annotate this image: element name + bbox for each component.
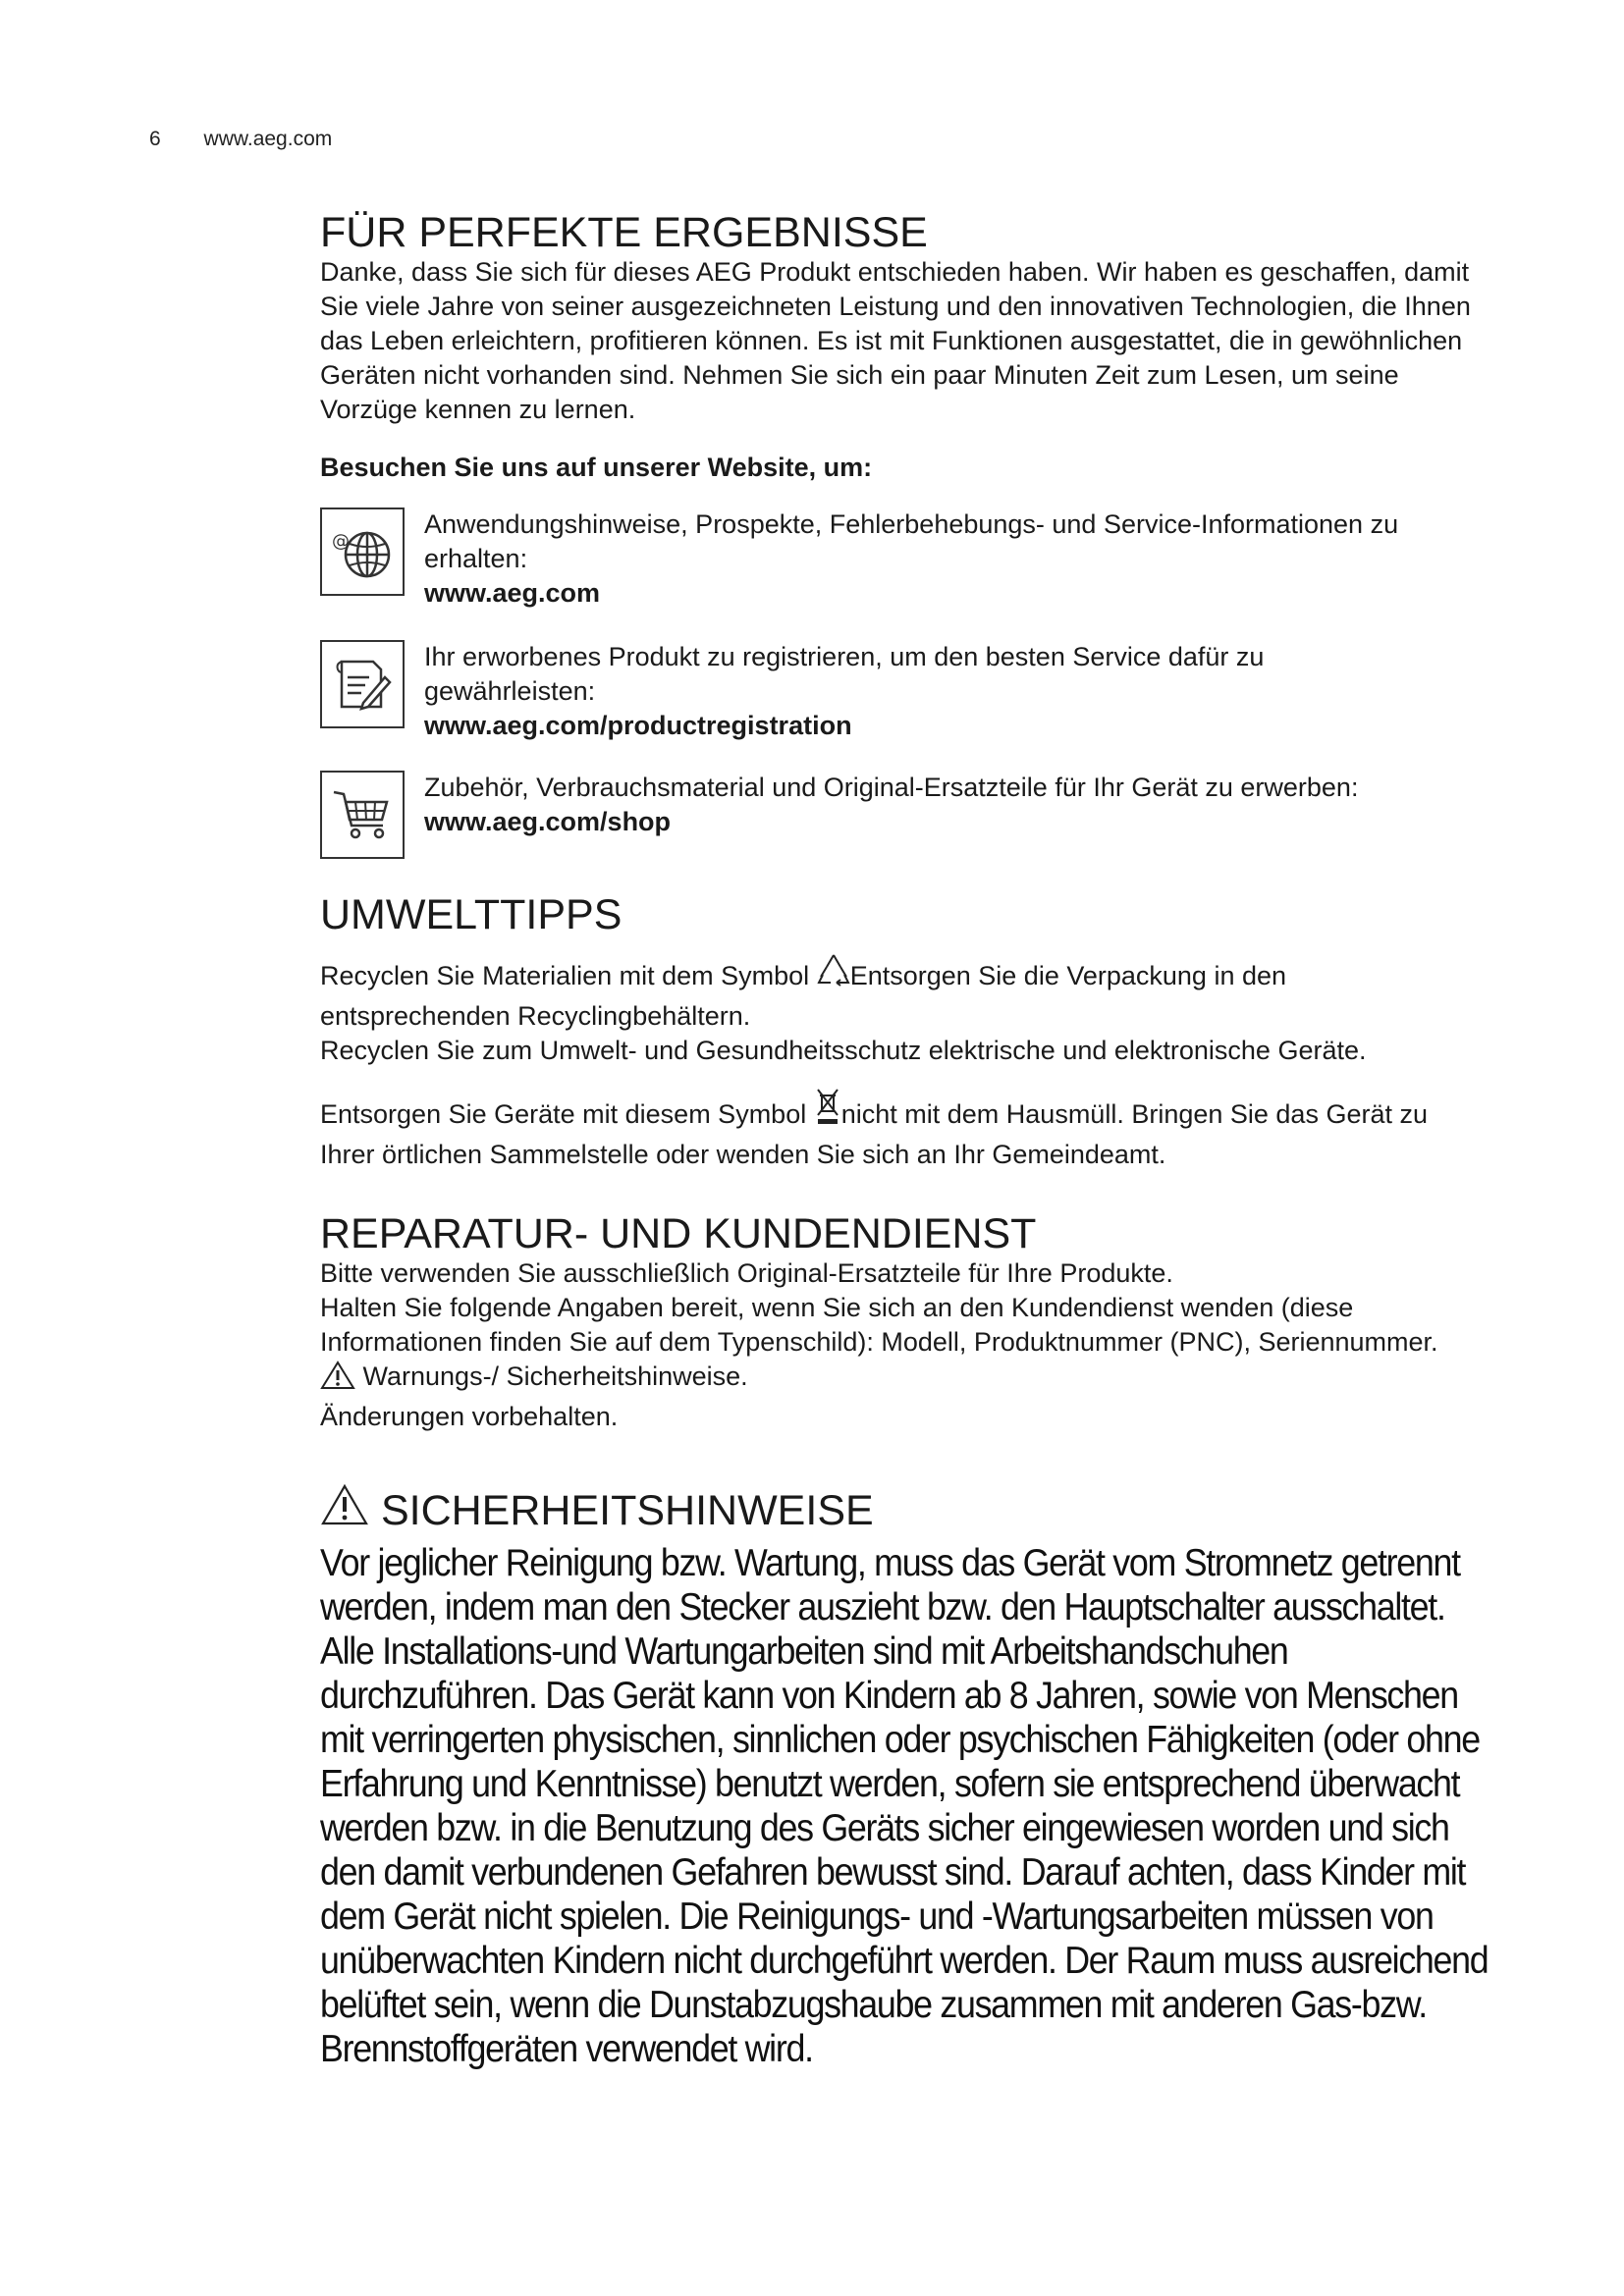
service-title: REPARATUR- UND KUNDENDIENST xyxy=(320,1210,1037,1257)
visit-item-info xyxy=(320,507,1498,611)
recycling-symbol-icon xyxy=(817,951,850,999)
intro-text: Danke, dass Sie sich für dieses AEG Produkt entschieden haben. Wir haben es geschaffen, damit Sie viele Jahre von seiner ausgezeichneten Leistung und den innovativen Technologien, die Ihnen das Leben erleichtern, profitieren können. Es ist mit Funktionen ausgestattet, die in gewöhnlichen Geräten nicht vorhanden sind. Nehmen Sie sich ein paar Minuten Zeit zum Lesen, um seine Vorzüge kennen zu lernen. xyxy=(320,257,1471,424)
page-content xyxy=(320,210,1498,2071)
safety-warning-icon xyxy=(320,1483,369,1535)
registration-form-icon xyxy=(320,640,405,728)
aeg-website-link[interactable]: www.aeg.com xyxy=(424,578,601,608)
page-header xyxy=(149,128,332,151)
visit-item-info-text: Anwendungshinweise, Prospekte, Fehlerbehebungs- und Service-Informationen zu erhalten: xyxy=(424,509,1399,573)
crossed-bin-icon xyxy=(814,1086,841,1138)
visit-item-shop xyxy=(320,771,1498,859)
service-changes-note: Änderungen vorbehalten. xyxy=(320,1402,619,1431)
aeg-shop-link[interactable]: www.aeg.com/shop xyxy=(424,807,672,836)
environment-dispose-text xyxy=(320,1086,1439,1172)
warning-triangle-icon xyxy=(320,1360,355,1400)
environment-recycle-line2: Recyclen Sie zum Umwelt- und Gesundheitsschutz elektrische und elektronische Geräte. xyxy=(320,1036,1367,1065)
service-line1: Bitte verwenden Sie ausschließlich Original-Ersatzteile für Ihre Produkte. xyxy=(320,1258,1173,1288)
visit-item-registration-text: Ihr erworbenes Produkt zu registrieren, um den besten Service dafür zu gewährleisten: xyxy=(424,642,1265,706)
dispose-text-before: Entsorgen Sie Geräte mit diesem Symbol xyxy=(320,1099,807,1129)
visit-item-registration xyxy=(320,640,1498,743)
globe-icon xyxy=(320,507,405,596)
recycle-text-after: Entsorgen Sie die Verpackung in den entsprechenden Recyclingbehältern. xyxy=(320,961,1287,1031)
recycle-text-before: Recyclen Sie Materialien mit dem Symbol xyxy=(320,961,810,990)
product-registration-link[interactable]: www.aeg.com/productregistration xyxy=(424,711,852,740)
service-line2: Halten Sie folgende Angaben bereit, wenn Sie sich an den Kundendienst wenden (diese Informationen finden Sie auf dem Typenschild): Modell, Produktnummer (PNC), Seriennummer. xyxy=(320,1293,1438,1357)
environment-title: UMWELTTIPPS xyxy=(320,891,623,938)
safety-title-row xyxy=(320,1483,1498,1535)
service-warning-note xyxy=(320,1360,1498,1400)
warning-note-text: Warnungs-/ Sicherheitshinweise. xyxy=(362,1362,748,1391)
visit-heading: Besuchen Sie uns auf unserer Website, um: xyxy=(320,453,873,482)
dispose-text-after: nicht mit dem Hausmüll. Bringen Sie das Gerät zu Ihrer örtlichen Sammelstelle oder wenden Sie sich an Ihr Gemeindeamt. xyxy=(320,1099,1428,1169)
safety-text: Vor jeglicher Reinigung bzw. Wartung, muss das Gerät vom Stromnetz getrennt werden, indem man den Stecker auszieht bzw. den Hauptschalter ausschaltet. Alle Installations-und Wartungarbeiten sind mit Arbeitshandschuhen durchzuführen. Das Gerät kann von Kindern ab 8 Jahren, sowie von Menschen mit verringerten physischen, sinnlichen oder psychischen Fähigkeiten (oder ohne Erfahrung und Kenntnisse) benutzt werden, sofern sie entsprechend überwacht werden bzw. in die Benutzung des Geräts sicher eingewiesen worden und sich den damit verbundenen Gefahren bewusst sind. Darauf achten, dass Kinder mit dem Gerät nicht spielen. Die Reinigungs- und -Wartungsarbeiten müssen von unüberwachten Kindern nicht durchgeführt werden. Der Raum muss ausreichend belüftet sein, wenn die Dunstabzugshaube zusammen mit anderen Gas-bzw. Brennstoffgeräten verwendet wird. xyxy=(320,1542,1489,2070)
visit-item-shop-text: Zubehör, Verbrauchsmaterial und Original-Ersatzteile für Ihr Gerät zu erwerben: xyxy=(424,773,1359,802)
intro-title: FÜR PERFEKTE ERGEBNISSE xyxy=(320,209,928,256)
environment-recycle-text xyxy=(320,951,1439,1034)
svg-text:@: @ xyxy=(332,531,350,552)
shopping-cart-icon xyxy=(320,771,405,859)
safety-title: SICHERHEITSHINWEISE xyxy=(380,1487,874,1534)
page-number: 6 xyxy=(149,128,161,150)
header-site-url: www.aeg.com xyxy=(203,128,333,150)
